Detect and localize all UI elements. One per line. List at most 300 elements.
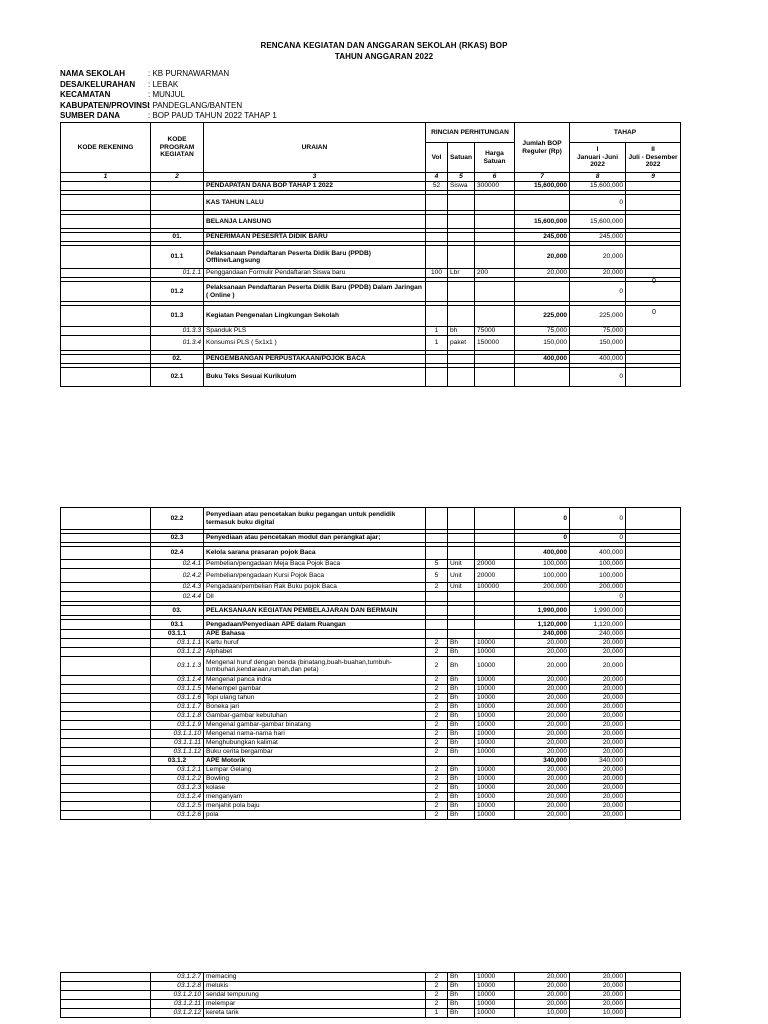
col-num: 3 — [204, 173, 426, 182]
table-row — [61, 648, 681, 657]
cell-tahap1: 20,000 — [570, 712, 626, 721]
cell-vol: 2 — [426, 648, 448, 657]
cell-tahap2 — [626, 195, 681, 211]
cell-kode-program: 02.4.1 — [151, 560, 204, 569]
cell-kode-program — [151, 182, 204, 191]
cell-kode-rekening — [61, 534, 151, 543]
table-row — [61, 685, 681, 694]
meta-label: KABUPATEN/PROVINSI — [60, 100, 150, 110]
cell-tahap2 — [626, 639, 681, 648]
cell-tahap1: 245,000 — [570, 233, 626, 242]
cell-tahap1: 20,000 — [570, 802, 626, 811]
cell-kode-rekening — [61, 676, 151, 685]
cell-vol: 2 — [426, 973, 448, 982]
budget-table-3 — [60, 972, 681, 1018]
table-row — [61, 355, 681, 364]
cell-tahap2 — [626, 648, 681, 657]
table-row — [61, 620, 681, 630]
table-row — [61, 195, 681, 211]
cell-jumlah: 20,000 — [515, 648, 570, 657]
col-num: 1 — [61, 173, 151, 182]
cell-jumlah: 20,000 — [515, 676, 570, 685]
cell-uraian: kolase — [204, 784, 426, 793]
cell-uraian: Penyediaan atau pencetakan modul dan perangkat ajar; — [204, 534, 426, 543]
cell-harga: 10000 — [475, 802, 515, 811]
document-title: RENCANA KEGIATAN DAN ANGGARAN SEKOLAH (RKAS) BOP — [260, 41, 508, 50]
table-row — [61, 991, 681, 1000]
cell-kode-program: 03.1.2.7 — [151, 973, 204, 982]
cell-tahap1: 20,000 — [570, 639, 626, 648]
col-tahap2 — [626, 143, 681, 173]
meta-label: NAMA SEKOLAH — [60, 69, 126, 78]
cell-kode-program: 02.4.4 — [151, 592, 204, 602]
cell-tahap2 — [626, 775, 681, 784]
cell-tahap1: 20,000 — [570, 703, 626, 712]
cell-satuan — [448, 620, 475, 630]
cell-satuan: paket — [448, 336, 475, 351]
meta-value: : KB PURNAWARMAN — [148, 69, 230, 78]
cell-harga: 10000 — [475, 766, 515, 775]
cell-satuan — [448, 282, 475, 302]
cell-jumlah: 20,000 — [515, 775, 570, 784]
meta-value: : BOP PAUD TAHUN 2022 TAHAP 1 — [148, 111, 277, 120]
cell-satuan: Bh — [448, 712, 475, 721]
cell-uraian: Topi ulang tahun — [204, 694, 426, 703]
cell-uraian: Boneka jari — [204, 703, 426, 712]
cell-jumlah: 20,000 — [515, 703, 570, 712]
cell-tahap2 — [626, 703, 681, 712]
school-info — [60, 69, 277, 122]
cell-kode-rekening — [61, 757, 151, 766]
cell-satuan: Bh — [448, 1000, 475, 1009]
cell-tahap2 — [626, 336, 681, 351]
cell-kode-program — [151, 215, 204, 229]
cell-vol: 2 — [426, 694, 448, 703]
cell-harga: 75000 — [475, 327, 515, 336]
cell-harga: 10000 — [475, 739, 515, 748]
cell-kode-program: 03.1.2 — [151, 757, 204, 766]
cell-tahap1: 20,000 — [570, 246, 626, 269]
cell-harga: 20000 — [475, 569, 515, 583]
cell-tahap1: 240,000 — [570, 630, 626, 639]
cell-satuan — [448, 368, 475, 387]
table-row — [61, 793, 681, 802]
cell-kode-rekening — [61, 1009, 151, 1018]
cell-kode-rekening — [61, 195, 151, 211]
col-vol: Vol — [426, 143, 448, 173]
cell-vol — [426, 282, 448, 302]
cell-harga — [475, 630, 515, 639]
cell-jumlah: 20,000 — [515, 639, 570, 648]
cell-kode-program: 02. — [151, 355, 204, 364]
budget-table-1 — [60, 122, 681, 387]
cell-kode-rekening — [61, 233, 151, 242]
cell-uraian: Mengenal huruf dengan benda (binatang,buah-buahan,tumbuh-tumbuhan,kendaraan,rumah,dan peta) — [204, 657, 426, 676]
cell-satuan: Bh — [448, 793, 475, 802]
cell-jumlah: 150,000 — [515, 336, 570, 351]
cell-tahap1: 20,000 — [570, 784, 626, 793]
cell-kode-program: 03.1.2.8 — [151, 982, 204, 991]
cell-kode-rekening — [61, 606, 151, 616]
cell-kode-program: 03.1.1 — [151, 630, 204, 639]
cell-satuan: Bh — [448, 748, 475, 757]
cell-jumlah — [515, 368, 570, 387]
cell-tahap2 — [626, 1000, 681, 1009]
cell-uraian: Pengadaan/pembelian Rak Buku pojok Baca — [204, 583, 426, 592]
cell-uraian: Konsumsi PLS ( 5x1x1 ) — [204, 336, 426, 351]
cell-tahap2 — [626, 508, 681, 530]
col-rincian: RINCIAN PERHITUNGAN — [426, 123, 515, 143]
cell-jumlah: 100,000 — [515, 560, 570, 569]
cell-tahap1: 20,000 — [570, 775, 626, 784]
cell-tahap1: 150,000 — [570, 336, 626, 351]
cell-kode-program: 03.1.1.10 — [151, 730, 204, 739]
table-row — [61, 534, 681, 543]
cell-vol: 1 — [426, 1009, 448, 1018]
col-harga: Harga Satuan — [475, 143, 515, 173]
cell-tahap2 — [626, 739, 681, 748]
cell-satuan: Bh — [448, 657, 475, 676]
cell-tahap2 — [626, 233, 681, 242]
cell-vol: 2 — [426, 721, 448, 730]
cell-uraian: Gambar-gambar kebutuhan — [204, 712, 426, 721]
cell-satuan: Bh — [448, 676, 475, 685]
cell-satuan: Bh — [448, 639, 475, 648]
cell-kode-program: 02.4 — [151, 547, 204, 560]
col-num: 7 — [515, 173, 570, 182]
col-num: 4 — [426, 173, 448, 182]
cell-jumlah: 20,000 — [515, 739, 570, 748]
table-row — [61, 1009, 681, 1018]
cell-vol — [426, 620, 448, 630]
cell-kode-rekening — [61, 648, 151, 657]
cell-uraian: BELANJA LANSUNG — [204, 215, 426, 229]
cell-tahap2 — [626, 730, 681, 739]
cell-kode-program: 03.1.2.12 — [151, 1009, 204, 1018]
cell-vol: 100 — [426, 269, 448, 278]
cell-satuan: Unit — [448, 560, 475, 569]
col-tahap1 — [570, 143, 626, 173]
table-row — [61, 1000, 681, 1009]
cell-kode-rekening — [61, 703, 151, 712]
cell-tahap1: 20,000 — [570, 694, 626, 703]
cell-harga: 10000 — [475, 730, 515, 739]
cell-uraian: Kegiatan Pengenalan Lingkungan Sekolah — [204, 306, 426, 327]
cell-uraian: Penyediaan atau pencetakan buku pegangan untuk pendidik termasuk buku digital — [204, 508, 426, 530]
cell-vol: 2 — [426, 730, 448, 739]
cell-tahap1: 20,000 — [570, 1000, 626, 1009]
cell-vol — [426, 534, 448, 543]
cell-satuan — [448, 306, 475, 327]
cell-tahap1: 1,120,000 — [570, 620, 626, 630]
col-jumlah: Jumlah BOP Reguler (Rp) — [515, 123, 570, 173]
cell-kode-program: 03.1.1.2 — [151, 648, 204, 657]
table-row — [61, 721, 681, 730]
cell-uraian: Mengenal panca indra — [204, 676, 426, 685]
cell-uraian: APE Motorik — [204, 757, 426, 766]
cell-tahap1: 20,000 — [570, 973, 626, 982]
cell-uraian: PENGEMBANGAN PERPUSTAKAAN/POJOK BACA — [204, 355, 426, 364]
cell-vol: 2 — [426, 775, 448, 784]
cell-vol — [426, 592, 448, 602]
cell-tahap2 — [626, 215, 681, 229]
cell-jumlah: 20,000 — [515, 246, 570, 269]
cell-kode-rekening — [61, 1000, 151, 1009]
cell-tahap1: 0 — [570, 368, 626, 387]
table-row — [61, 547, 681, 560]
cell-vol: 2 — [426, 639, 448, 648]
cell-uraian: Mengenal nama-nama hari — [204, 730, 426, 739]
cell-vol: 5 — [426, 560, 448, 569]
cell-kode-rekening — [61, 775, 151, 784]
cell-harga: 10000 — [475, 712, 515, 721]
table-row — [61, 508, 681, 530]
cell-tahap1: 20,000 — [570, 685, 626, 694]
cell-jumlah: 1,120,000 — [515, 620, 570, 630]
cell-kode-program: 03.1.2.3 — [151, 784, 204, 793]
cell-satuan: Siswa — [448, 182, 475, 191]
cell-tahap1: 20,000 — [570, 982, 626, 991]
cell-tahap1: 400,000 — [570, 547, 626, 560]
cell-harga — [475, 195, 515, 211]
cell-kode-program — [151, 195, 204, 211]
table-row — [61, 703, 681, 712]
cell-vol — [426, 355, 448, 364]
cell-tahap1: 20,000 — [570, 676, 626, 685]
cell-tahap2 — [626, 246, 681, 269]
table-row — [61, 982, 681, 991]
cell-kode-rekening — [61, 630, 151, 639]
cell-kode-rekening — [61, 620, 151, 630]
cell-jumlah: 20,000 — [515, 694, 570, 703]
cell-tahap1: 20,000 — [570, 730, 626, 739]
cell-satuan: Unit — [448, 569, 475, 583]
table-row — [61, 739, 681, 748]
cell-jumlah: 0 — [515, 508, 570, 530]
col-kode-program: KODE PROGRAM KEGIATAN — [151, 123, 204, 173]
cell-kode-rekening — [61, 685, 151, 694]
table-row — [61, 569, 681, 583]
table-row — [61, 246, 681, 269]
side-note-zero: 0 — [652, 309, 656, 316]
cell-satuan — [448, 547, 475, 560]
cell-kode-program: 03.1.2.4 — [151, 793, 204, 802]
meta-row — [60, 69, 277, 80]
cell-tahap2 — [626, 620, 681, 630]
col-uraian: URAIAN — [204, 123, 426, 173]
cell-harga: 10000 — [475, 748, 515, 757]
cell-uraian: menjahit pola baju — [204, 802, 426, 811]
cell-jumlah: 100,000 — [515, 569, 570, 583]
cell-tahap1: 20,000 — [570, 793, 626, 802]
cell-kode-program: 03.1.1.9 — [151, 721, 204, 730]
cell-vol: 2 — [426, 793, 448, 802]
cell-satuan: Lbr — [448, 269, 475, 278]
cell-vol: 2 — [426, 657, 448, 676]
cell-satuan: Bh — [448, 802, 475, 811]
meta-row — [60, 90, 277, 101]
cell-tahap1: 1,990,000 — [570, 606, 626, 616]
cell-uraian: PENDAPATAN DANA BOP TAHAP 1 2022 — [204, 182, 426, 191]
cell-harga — [475, 547, 515, 560]
cell-uraian: sendal tempurung — [204, 991, 426, 1000]
cell-tahap2 — [626, 766, 681, 775]
cell-harga: 10000 — [475, 1009, 515, 1018]
cell-kode-program: 03.1.2.11 — [151, 1000, 204, 1009]
cell-uraian: Menempel gambar — [204, 685, 426, 694]
table-row — [61, 606, 681, 616]
cell-kode-rekening — [61, 739, 151, 748]
cell-tahap1: 0 — [570, 534, 626, 543]
cell-jumlah — [515, 592, 570, 602]
table-row — [61, 676, 681, 685]
cell-tahap2 — [626, 355, 681, 364]
cell-vol — [426, 195, 448, 211]
cell-vol: 2 — [426, 802, 448, 811]
meta-value: : MUNJUL — [148, 90, 185, 99]
cell-uraian: Menghubungkan kalimat — [204, 739, 426, 748]
cell-jumlah: 10,000 — [515, 1009, 570, 1018]
cell-satuan — [448, 508, 475, 530]
cell-vol: 2 — [426, 703, 448, 712]
cell-satuan: Bh — [448, 703, 475, 712]
cell-kode-rekening — [61, 730, 151, 739]
cell-tahap2 — [626, 802, 681, 811]
table-row — [61, 583, 681, 592]
cell-jumlah: 0 — [515, 534, 570, 543]
cell-tahap1: 0 — [570, 508, 626, 530]
cell-kode-rekening — [61, 560, 151, 569]
cell-kode-program: 03.1.1.6 — [151, 694, 204, 703]
cell-kode-program: 03.1.1.3 — [151, 657, 204, 676]
cell-tahap2 — [626, 991, 681, 1000]
cell-vol — [426, 368, 448, 387]
cell-harga — [475, 534, 515, 543]
cell-harga — [475, 368, 515, 387]
table-body-2b — [61, 630, 681, 820]
cell-satuan: Bh — [448, 648, 475, 657]
cell-kode-rekening — [61, 336, 151, 351]
cell-tahap2 — [626, 368, 681, 387]
cell-vol — [426, 547, 448, 560]
cell-satuan: Bh — [448, 811, 475, 820]
cell-jumlah — [515, 195, 570, 211]
cell-tahap1: 0 — [570, 195, 626, 211]
cell-uraian: memacing — [204, 973, 426, 982]
cell-tahap2 — [626, 676, 681, 685]
cell-satuan: Bh — [448, 739, 475, 748]
cell-tahap1: 20,000 — [570, 739, 626, 748]
cell-tahap1: 20,000 — [570, 721, 626, 730]
table-row — [61, 730, 681, 739]
cell-satuan: Unit — [448, 583, 475, 592]
cell-satuan: Bh — [448, 721, 475, 730]
cell-kode-rekening — [61, 569, 151, 583]
table-row — [61, 802, 681, 811]
cell-jumlah: 20,000 — [515, 730, 570, 739]
cell-kode-rekening — [61, 182, 151, 191]
cell-satuan: Bh — [448, 694, 475, 703]
cell-jumlah: 240,000 — [515, 630, 570, 639]
cell-tahap2 — [626, 327, 681, 336]
cell-satuan: Bh — [448, 766, 475, 775]
col-num: 9 — [626, 173, 681, 182]
cell-uraian: Buku Teks Sesuai Kurikulum — [204, 368, 426, 387]
cell-satuan — [448, 246, 475, 269]
cell-jumlah — [515, 282, 570, 302]
cell-kode-rekening — [61, 508, 151, 530]
cell-kode-rekening — [61, 592, 151, 602]
col-tahap1-sub: Januari -Juni 2022 — [577, 153, 619, 169]
cell-kode-program: 01.2 — [151, 282, 204, 302]
cell-vol: 2 — [426, 766, 448, 775]
cell-kode-rekening — [61, 639, 151, 648]
cell-jumlah: 20,000 — [515, 712, 570, 721]
cell-jumlah: 20,000 — [515, 991, 570, 1000]
cell-tahap1: 100,000 — [570, 560, 626, 569]
cell-tahap2 — [626, 685, 681, 694]
cell-vol: 5 — [426, 569, 448, 583]
cell-tahap1: 340,000 — [570, 757, 626, 766]
col-num: 8 — [570, 173, 626, 182]
table-row — [61, 630, 681, 639]
cell-kode-rekening — [61, 306, 151, 327]
cell-tahap1: 20,000 — [570, 766, 626, 775]
cell-harga: 10000 — [475, 784, 515, 793]
cell-harga: 200 — [475, 269, 515, 278]
table-body-1 — [61, 182, 681, 387]
cell-harga — [475, 282, 515, 302]
table-row — [61, 712, 681, 721]
cell-uraian: PELAKSANAAN KEGIATAN PEMBELAJARAN DAN BERMAIN — [204, 606, 426, 616]
cell-kode-rekening — [61, 547, 151, 560]
cell-kode-rekening — [61, 811, 151, 820]
cell-tahap2 — [626, 269, 681, 278]
cell-jumlah: 340,000 — [515, 757, 570, 766]
cell-vol — [426, 508, 448, 530]
cell-harga: 10000 — [475, 1000, 515, 1009]
cell-tahap2 — [626, 721, 681, 730]
cell-harga: 10000 — [475, 991, 515, 1000]
cell-vol: 2 — [426, 685, 448, 694]
cell-vol: 1 — [426, 327, 448, 336]
table-row — [61, 368, 681, 387]
cell-kode-rekening — [61, 327, 151, 336]
cell-tahap1: 225,000 — [570, 306, 626, 327]
cell-satuan — [448, 630, 475, 639]
cell-harga: 10000 — [475, 973, 515, 982]
meta-label: KECAMATAN — [60, 90, 111, 99]
cell-jumlah: 200,000 — [515, 583, 570, 592]
cell-jumlah: 20,000 — [515, 793, 570, 802]
cell-kode-program: 03.1.2.2 — [151, 775, 204, 784]
cell-vol: 2 — [426, 712, 448, 721]
cell-satuan: Bh — [448, 973, 475, 982]
table-body-3 — [61, 973, 681, 1018]
cell-harga: 300000 — [475, 182, 515, 191]
cell-kode-program: 03.1.1.11 — [151, 739, 204, 748]
col-num: 5 — [448, 173, 475, 182]
cell-satuan: Bh — [448, 775, 475, 784]
cell-vol: 2 — [426, 991, 448, 1000]
cell-jumlah: 20,000 — [515, 721, 570, 730]
cell-uraian: Pelaksanaan Pendaftaran Peserta Didik Baru (PPDB) Offline/Langsung — [204, 246, 426, 269]
cell-kode-program: 03.1.1.5 — [151, 685, 204, 694]
cell-uraian: Pembelian/pengadaan Meja Baca Pojok Baca — [204, 560, 426, 569]
cell-kode-rekening — [61, 982, 151, 991]
cell-tahap2 — [626, 793, 681, 802]
cell-vol: 2 — [426, 811, 448, 820]
